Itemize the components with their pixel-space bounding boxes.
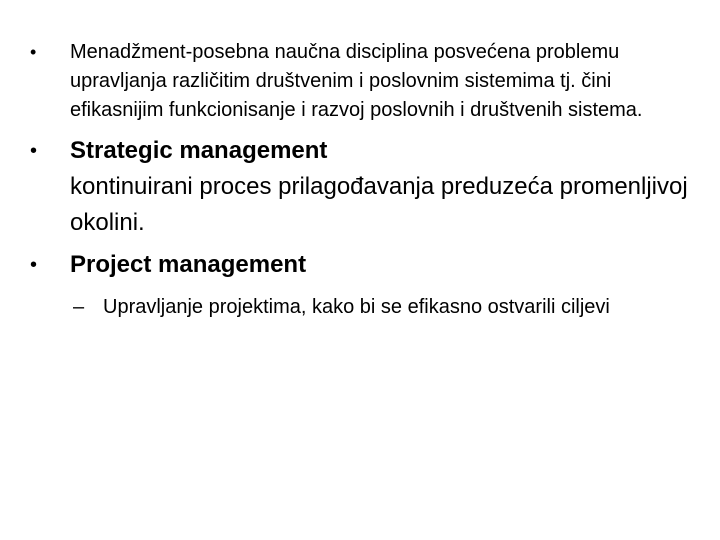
bullet-heading: Project management (70, 251, 307, 278)
sub-bullet-project-management (73, 293, 643, 322)
dash-icon: – (73, 296, 85, 318)
bullet-item-project-management (30, 247, 690, 283)
bullet-item-management-definition (30, 38, 690, 125)
bullet-description: kontinuirani proces prilagođavanja preduzeća promenljivoj okolini. (70, 173, 688, 236)
bullet-heading: Strategic management (70, 137, 328, 164)
bullet-text: Menadžment-posebna naučna disciplina posvećena problemu upravljanja različitim društvenim i poslovnim sistemima tj. čini efikasnijim funkcionisanje i razvoj poslovnih i društvenih sistema. (70, 41, 643, 121)
bullet-item-strategic-management (30, 133, 690, 241)
bullet-icon: • (30, 140, 38, 162)
bullet-icon: • (30, 254, 38, 276)
bullet-list (30, 38, 690, 322)
sub-bullet-text: Upravljanje projektima, kako bi se efikasno ostvarili ciljevi (103, 296, 610, 318)
bullet-icon: • (30, 42, 37, 62)
